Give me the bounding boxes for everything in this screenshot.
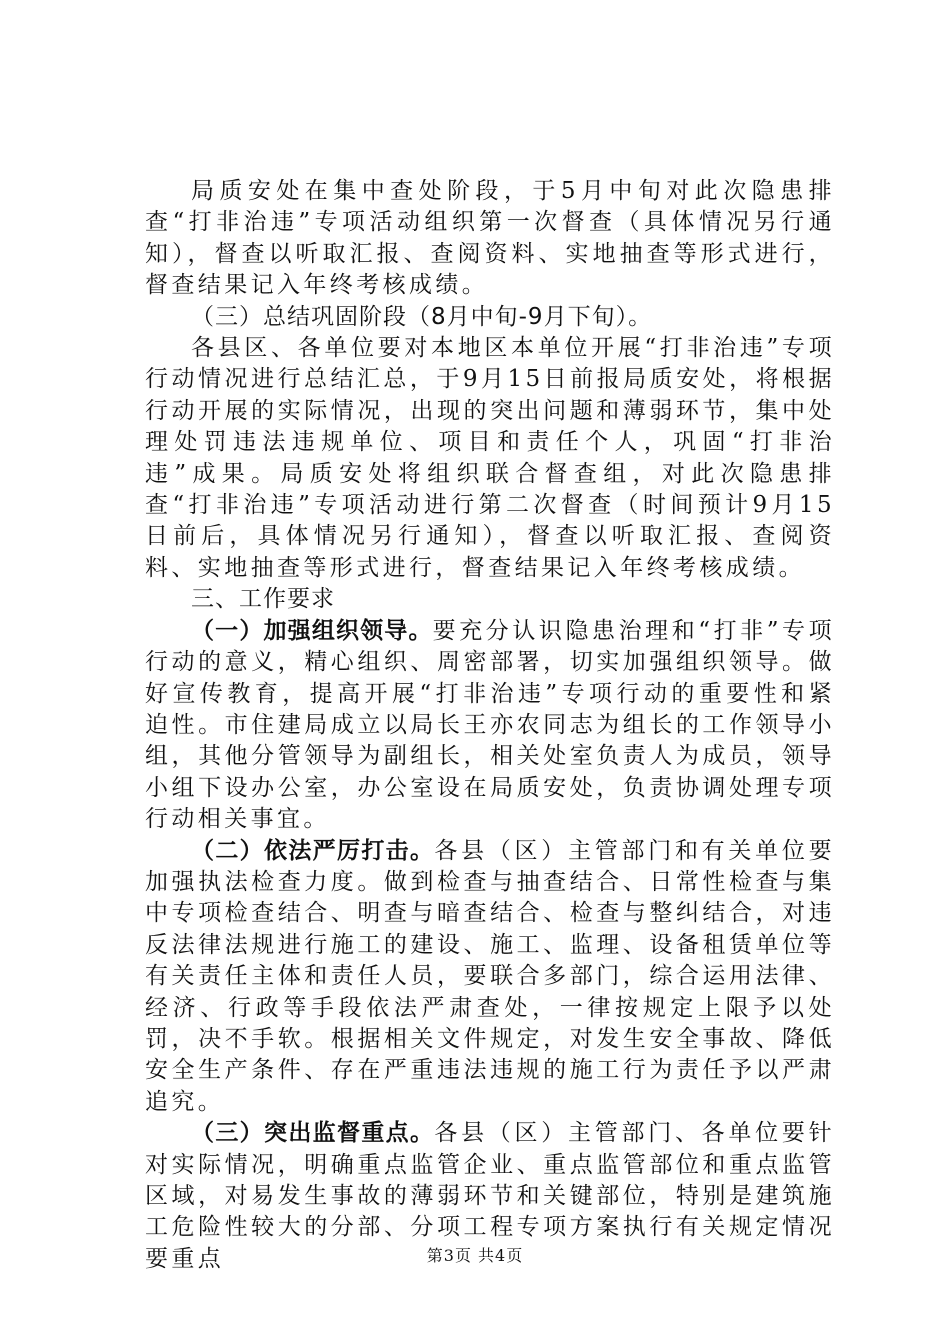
requirement-one-title: （一）加强组织领导。 xyxy=(191,617,433,644)
paragraph-summary-stage: 各县区、各单位要对本地区本单位开展“打非治违”专项行动情况进行总结汇总，于9月15日前报局质安处，将根据行动开展的实际情况，出现的突出问题和薄弱环节，集中处理处罚违法违规单位、项目和责任个人，巩固“打非治违”成果。局质安处将组织联合督查组，对此次隐患排查“打非治违”专项活动进行第二次督查（时间预计9月15日前后，具体情况另行通知），督查以听取汇报、查阅资料、实地抽查等形式进行，督查结果记入年终考核成绩。 xyxy=(145,335,835,581)
requirement-two-body: 各县（区）主管部门和有关单位要加强执法检查力度。做到检查与抽查结合、日常性检查与集中专项检查结合、明查与暗查结合、检查与整纠结合，对违反法律法规进行施工的建设、施工、监理、设备租赁单位等有关责任主体和责任人员，要联合多部门，综合运用法律、经济、行政等手段依法严肃查处，一律按规定上限予以处罚，决不手软。根据相关文件规定，对发生安全事故、降低安全生产条件、存在严重违法违规的施工行为责任予以严肃追究。 xyxy=(145,837,836,1115)
requirement-one-body: 要充分认识隐患治理和“打非”专项行动的意义，精心组织、周密部署，切实加强组织领导。做好宣传教育，提高开展“打非治违”专项行动的重要性和紧迫性。市住建局成立以局长王亦农同志为组长的工作领导小组，其他分管领导为副组长，相关处室负责人为成员，领导小组下设办公室，办公室设在局质安处，负责协调处理专项行动相关事宜。 xyxy=(145,617,836,833)
paragraph-requirement-one xyxy=(145,616,835,836)
page-footer: 第3页 共4页 xyxy=(426,1246,524,1265)
requirement-three-title: （三）突出监督重点。 xyxy=(191,1120,435,1147)
document-body xyxy=(145,176,835,1275)
requirement-three-body: 各县（区）主管部门、各单位要针对实际情况，明确重点监管企业、重点监管部位和重点监管区域，对易发生事故的薄弱环节和关键部位，特别是建筑施工危险性较大的分部、分项工程专项方案执行有关规定情况要重点 xyxy=(145,1120,836,1272)
heading-work-requirements: 三、工作要求 xyxy=(191,586,335,613)
paragraph-requirement-two xyxy=(145,836,835,1119)
heading-stage-three: （三）总结巩固阶段（8月中旬-9月下旬）。 xyxy=(191,303,653,330)
paragraph-inspection-first: 局质安处在集中查处阶段，于5月中旬对此次隐患排查“打非治违”专项活动组织第一次督查（具体情况另行通知），督查以听取汇报、查阅资料、实地抽查等形式进行，督查结果记入年终考核成绩。 xyxy=(145,178,835,299)
requirement-two-title: （二）依法严厉打击。 xyxy=(191,837,435,864)
